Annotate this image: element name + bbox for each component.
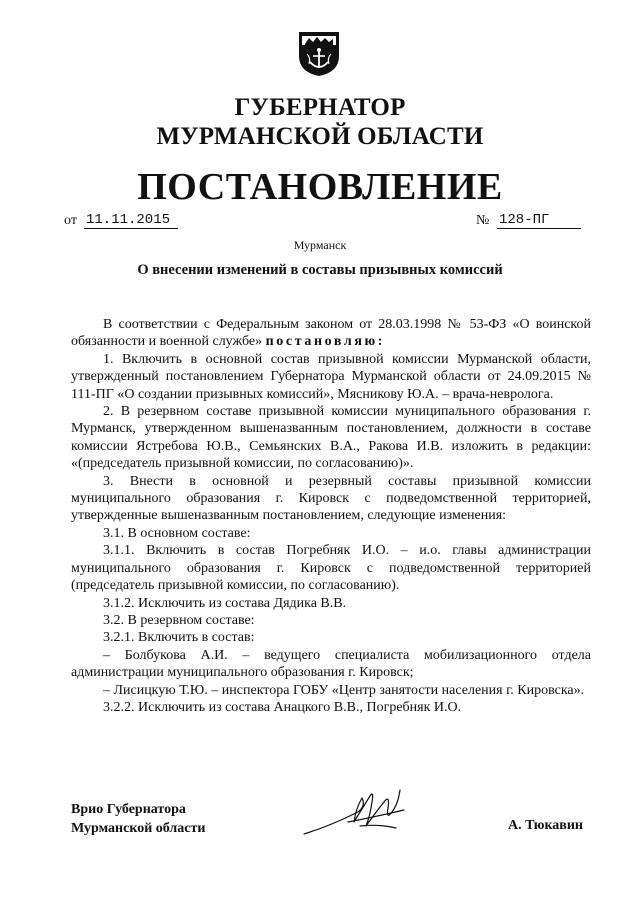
handwritten-signature-icon [300,782,420,842]
paragraph-2: 2. В резервном составе призывной комиссии муниципального образования г. Мурманск, утвержденном вышеназванным постановлением, должности в составе комиссии Ястребова Ю.В., Семьянских В.А., Ракова И.В. изложить в редакции: «(председатель призывной комиссии, по согласованию)». [71,404,591,472]
paragraph-3-2-1: 3.2.1. Включить в состав: [103,630,255,646]
signatory-position-line-1: Врио Губернатора [71,802,186,817]
paragraph-3-2-1-a: – Болбукова А.И. – ведущего специалиста мобилизационного отдела администрации муниципального образования г. Кировск; [71,647,591,681]
preamble-paragraph [71,316,591,351]
document-number: 128-ПГ [497,212,581,229]
paragraph-3-2: 3.2. В резервном составе: [103,612,255,628]
paragraph-3-1-1: 3.1.1. Включить в состав Погребняк И.О. – и.о. главы администрации муниципального образования г. Кировск с подведомственной территорией (председатель призывной комиссии, по согласованию). [71,543,591,594]
coat-of-arms-icon [293,28,345,78]
paragraph-3-1-2: 3.1.2. Исключить из состава Дядика В.В. [103,595,347,611]
signatory-name: А. Тюкавин [508,818,583,833]
authority-line-2: МУРМАНСКОЙ ОБЛАСТИ [156,123,484,150]
document-type-title: ПОСТАНОВЛЕНИЕ [137,166,503,208]
document-body [71,316,591,716]
paragraph-3-2-1-b: – Лисицкую Т.Ю. – инспектора ГОБУ «Центр занятости населения г. Кировска». [103,682,585,698]
signatory-position [71,800,205,838]
signatory-position-line-2: Мурманской области [71,821,206,836]
preamble-text: В соответствии с Федеральным законом от 28.03.1998 № 53-ФЗ «О воинской обязанности и военной службе» [71,317,591,350]
paragraph-1: 1. Включить в основной состав призывной комиссии Мурманской области, утвержденный постановлением Губернатора Мурманской области от 24.09.2015 № 111-ПГ «О создании призывных комиссий», Мясникову Ю.А. – врача-невролога. [71,351,591,402]
document-date: 11.11.2015 [84,212,178,229]
paragraph-3-2-2: 3.2.2. Исключить из состава Анацкого В.В., Погребняк И.О. [103,699,462,715]
authority-line-1: ГУБЕРНАТОР [234,94,406,121]
date-prefix: от [64,213,77,228]
city: Мурманск [293,238,347,252]
paragraph-3: 3. Внести в основной и резервный составы призывной комиссии муниципального образования г. Кировск с подведомственной территорией, утвержденные вышеназванным постановлением, следующие изменения: [71,473,591,524]
resolve-word: постановляю: [265,334,386,350]
number-prefix: № [476,213,490,228]
document-subject: О внесении изменений в составы призывных комиссий [137,262,503,278]
paragraph-3-1: 3.1. В основном составе: [103,525,251,541]
